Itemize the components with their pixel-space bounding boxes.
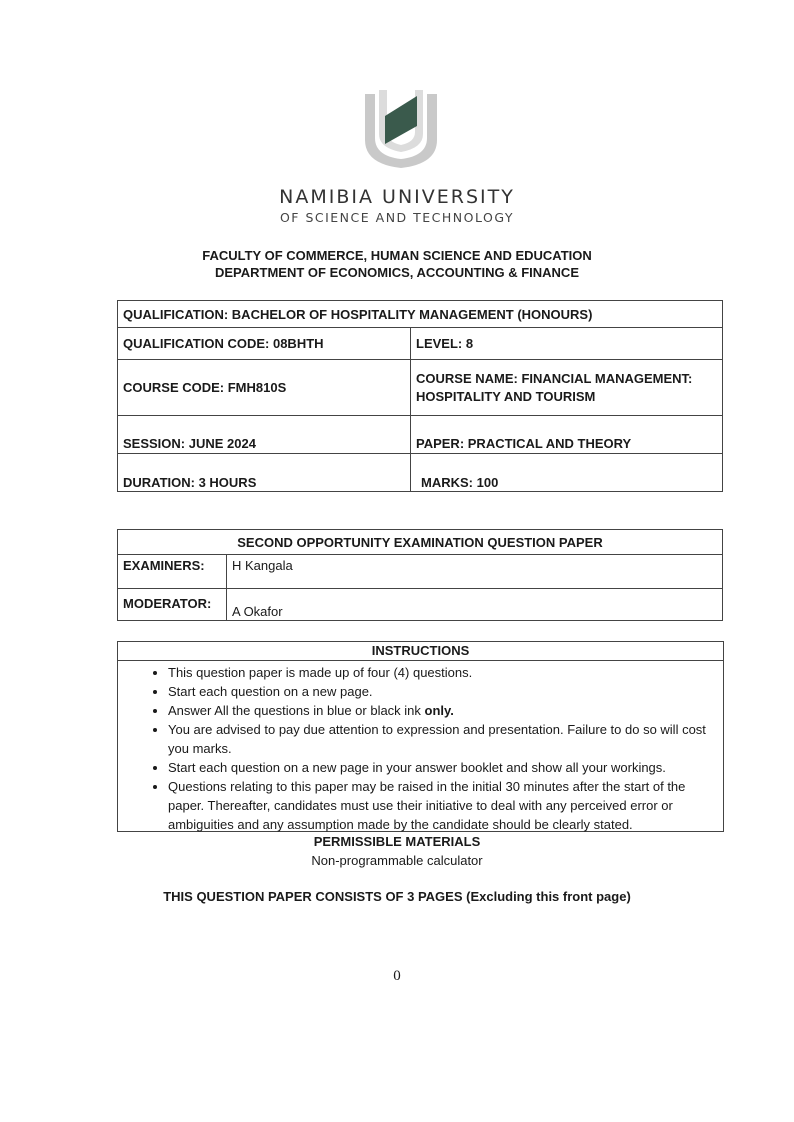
- marks-cell: MARKS: 100: [411, 454, 723, 492]
- instruction-item: • Start each question on a new page.: [168, 682, 723, 701]
- department-name: DEPARTMENT OF ECONOMICS, ACCOUNTING & FINANCE: [215, 265, 579, 280]
- examiners-value: H Kangala: [227, 555, 723, 589]
- moderator-label: MODERATOR:: [118, 589, 227, 621]
- instruction-item: • This question paper is made up of four (4) questions.: [168, 663, 723, 682]
- faculty-name: FACULTY OF COMMERCE, HUMAN SCIENCE AND EDUCATION: [202, 248, 592, 263]
- instruction-item: • Questions relating to this paper may be raised in the initial 30 minutes after the start of the paper. Thereafter, candidates must use their initiative to deal with any perceived error or ambiguities and any assumption made by the candidate should be clearly stated.: [168, 777, 723, 834]
- instruction-text: Answer All the questions in blue or black ink: [168, 703, 421, 718]
- instruction-item: • Start each question on a new page in your answer booklet and show all your workings.: [168, 758, 723, 777]
- instruction-item: [168, 701, 723, 720]
- examiners-table: [117, 529, 723, 621]
- page-number: 0: [393, 968, 401, 984]
- university-name: NAMIBIA UNIVERSITY: [279, 186, 515, 208]
- level-cell: LEVEL: 8: [411, 328, 723, 360]
- permissible-materials-value: Non-programmable calculator: [311, 853, 483, 868]
- course-name-cell: COURSE NAME: FINANCIAL MANAGEMENT: HOSPITALITY AND TOURISM: [411, 360, 723, 416]
- university-subtitle: OF SCIENCE AND TECHNOLOGY: [279, 210, 515, 225]
- instructions-box: [117, 641, 724, 832]
- course-details-table: [117, 300, 723, 492]
- examiners-label: EXAMINERS:: [118, 555, 227, 589]
- instruction-emphasis: only.: [424, 703, 454, 718]
- permissible-materials-title: PERMISSIBLE MATERIALS: [313, 834, 481, 849]
- moderator-value: A Okafor: [227, 589, 723, 621]
- pages-note: THIS QUESTION PAPER CONSISTS OF 3 PAGES (Excluding this front page): [163, 889, 631, 904]
- exam-title: SECOND OPPORTUNITY EXAMINATION QUESTION PAPER: [118, 530, 723, 555]
- university-logo-icon: [357, 82, 445, 170]
- qualification-code-cell: QUALIFICATION CODE: 08BHTH: [118, 328, 411, 360]
- duration-cell: DURATION: 3 HOURS: [118, 454, 411, 492]
- faculty-header: [0, 247, 794, 281]
- instructions-list: [118, 663, 723, 834]
- instructions-title: INSTRUCTIONS: [118, 642, 723, 661]
- course-code-cell: COURSE CODE: FMH810S: [118, 360, 411, 416]
- session-cell: SESSION: JUNE 2024: [118, 416, 411, 454]
- paper-cell: PAPER: PRACTICAL AND THEORY: [411, 416, 723, 454]
- instruction-item: • You are advised to pay due attention to expression and presentation. Failure to do so will cost you marks.: [168, 720, 723, 758]
- qualification-cell: QUALIFICATION: BACHELOR OF HOSPITALITY MANAGEMENT (HONOURS): [118, 301, 723, 328]
